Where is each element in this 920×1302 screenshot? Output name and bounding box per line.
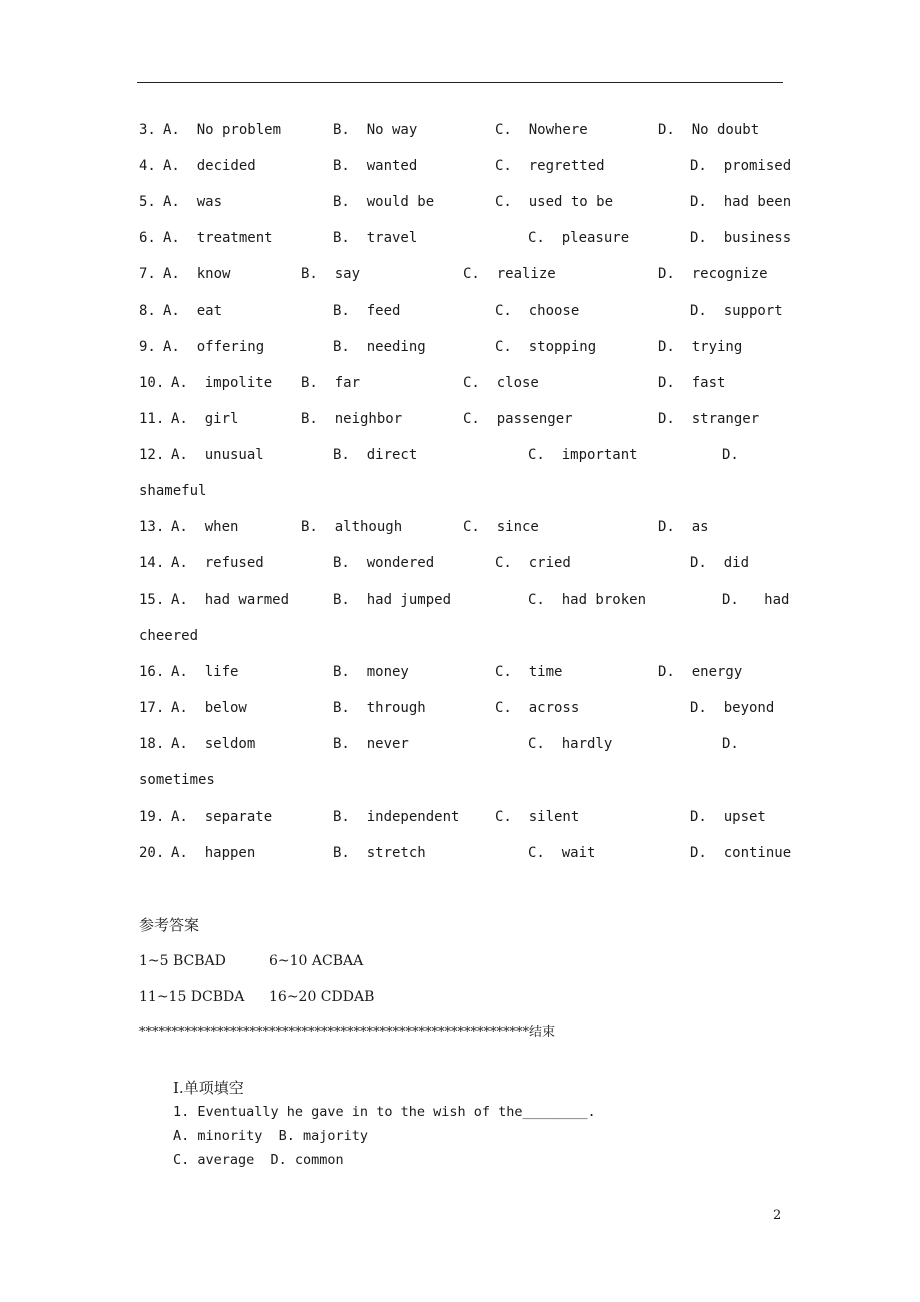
end-divider: ************************************************************结束: [139, 1025, 556, 1040]
section-heading: Ⅰ.单项填空: [173, 1079, 244, 1097]
option-b: B. money: [333, 664, 409, 680]
option-b: B. through: [333, 700, 426, 716]
option-b: B. needing: [333, 339, 426, 355]
question-number: 8.: [139, 303, 156, 319]
question-number: 18.: [139, 736, 165, 752]
question-number: 19.: [139, 809, 165, 825]
option-b: B. feed: [333, 303, 401, 319]
option-b: B. never: [333, 736, 409, 752]
page-number: 2: [773, 1208, 782, 1223]
option-a: A. offering: [163, 339, 265, 355]
option-d: D. energy: [658, 664, 743, 680]
option-c: C. time: [495, 664, 563, 680]
option-d: D. promised: [690, 158, 792, 174]
option-b: B. stretch: [333, 845, 426, 861]
option-b: B. direct: [333, 447, 418, 463]
option-d-wrap: cheered: [139, 628, 199, 644]
question-number: 3.: [139, 122, 156, 138]
question-number: 10.: [139, 375, 165, 391]
option-d: D. fast: [658, 375, 726, 391]
option-d: D. continue: [690, 845, 792, 861]
question-number: 20.: [139, 845, 165, 861]
option-d: D. stranger: [658, 411, 760, 427]
header-rule: [137, 82, 783, 83]
question-number: 5.: [139, 194, 156, 210]
option-a: A. separate: [171, 809, 273, 825]
option-c: C. important: [528, 447, 638, 463]
option-c: C. cried: [495, 555, 571, 571]
option-d: D. support: [690, 303, 783, 319]
option-b: B. travel: [333, 230, 418, 246]
option-a: A. seldom: [171, 736, 256, 752]
option-c: C. Nowhere: [495, 122, 588, 138]
option-c: C. used to be: [495, 194, 614, 210]
option-c: C. since: [463, 519, 539, 535]
option-a: A. life: [171, 664, 239, 680]
option-c: C. regretted: [495, 158, 605, 174]
option-a: A. had warmed: [171, 592, 290, 608]
option-c: C. had broken: [528, 592, 647, 608]
option-c: C. stopping: [495, 339, 597, 355]
question-number: 12.: [139, 447, 165, 463]
answers-row1-b: 6~10 ACBAA: [269, 953, 364, 969]
option-a: A. unusual: [171, 447, 264, 463]
option-d: D. did: [690, 555, 750, 571]
option-a: A. treatment: [163, 230, 273, 246]
option-d-wrap: shameful: [139, 483, 207, 499]
option-c: C. pleasure: [528, 230, 630, 246]
option-d: D. No doubt: [658, 122, 760, 138]
option-c: C. realize: [463, 266, 556, 282]
option-a: A. decided: [163, 158, 256, 174]
section-options-1: A. minority B. majority: [173, 1128, 369, 1144]
option-d: D. beyond: [690, 700, 775, 716]
option-b: B. although: [301, 519, 403, 535]
question-number: 15.: [139, 592, 165, 608]
answers-row2-b: 16~20 CDDAB: [269, 989, 375, 1005]
option-d: D. upset: [690, 809, 766, 825]
question-number: 4.: [139, 158, 156, 174]
option-d: D. had been: [690, 194, 792, 210]
answers-title: 参考答案: [139, 916, 200, 934]
option-c: C. choose: [495, 303, 580, 319]
question-number: 9.: [139, 339, 156, 355]
option-b: B. say: [301, 266, 361, 282]
option-d: D. as: [658, 519, 709, 535]
option-a: A. No problem: [163, 122, 282, 138]
option-c: C. wait: [528, 845, 596, 861]
option-a: A. impolite: [171, 375, 273, 391]
option-b: B. neighbor: [301, 411, 403, 427]
option-b: B. wondered: [333, 555, 435, 571]
option-d: D. recognize: [658, 266, 768, 282]
option-c: C. close: [463, 375, 539, 391]
option-d: D. business: [690, 230, 792, 246]
option-d: D. had: [722, 592, 790, 608]
option-b: B. No way: [333, 122, 418, 138]
section-options-2: C. average D. common: [173, 1152, 344, 1168]
option-d: D. trying: [658, 339, 743, 355]
question-number: 17.: [139, 700, 165, 716]
option-d-wrap: sometimes: [139, 772, 215, 788]
question-number: 7.: [139, 266, 156, 282]
option-b: B. independent: [333, 809, 460, 825]
option-c: C. silent: [495, 809, 580, 825]
option-c: C. hardly: [528, 736, 613, 752]
option-a: A. happen: [171, 845, 256, 861]
question-number: 14.: [139, 555, 165, 571]
option-a: A. know: [163, 266, 231, 282]
option-a: A. was: [163, 194, 223, 210]
question-number: 6.: [139, 230, 156, 246]
question-number: 13.: [139, 519, 165, 535]
option-a: A. when: [171, 519, 239, 535]
question-number: 11.: [139, 411, 165, 427]
option-d: D.: [722, 447, 739, 463]
section-question-1: 1. Eventually he gave in to the wish of the________.: [173, 1104, 596, 1120]
option-a: A. below: [171, 700, 247, 716]
option-a: A. eat: [163, 303, 223, 319]
option-a: A. refused: [171, 555, 264, 571]
option-b: B. wanted: [333, 158, 418, 174]
option-b: B. had jumped: [333, 592, 452, 608]
option-c: C. passenger: [463, 411, 573, 427]
option-b: B. far: [301, 375, 361, 391]
answers-row1-a: 1~5 BCBAD: [139, 953, 226, 969]
question-number: 16.: [139, 664, 165, 680]
option-d: D.: [722, 736, 739, 752]
answers-row2-a: 11~15 DCBDA: [139, 989, 245, 1005]
option-b: B. would be: [333, 194, 435, 210]
option-a: A. girl: [171, 411, 239, 427]
option-c: C. across: [495, 700, 580, 716]
